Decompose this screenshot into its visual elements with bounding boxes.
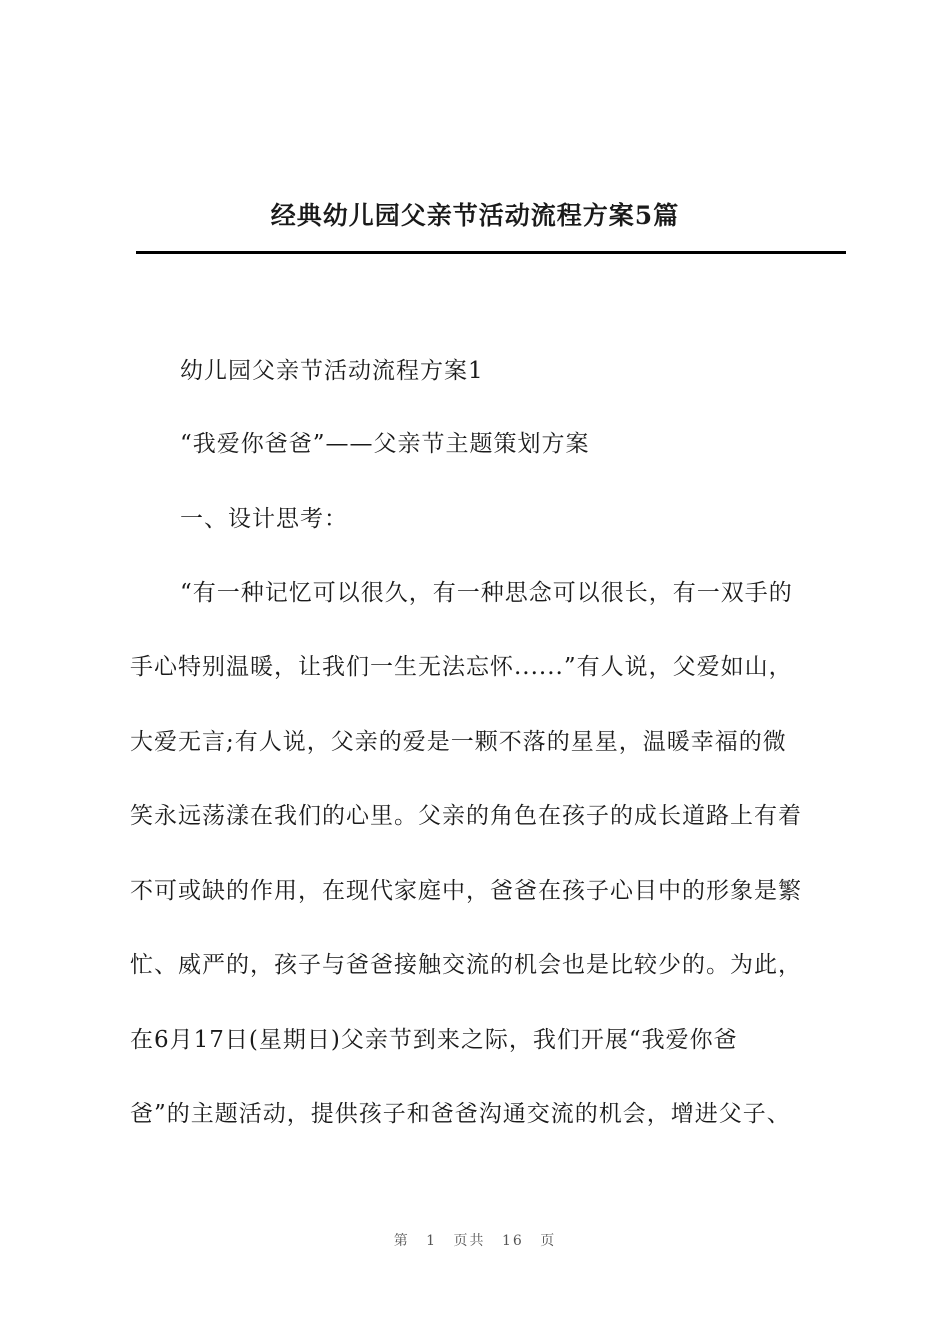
title-underline — [136, 251, 846, 254]
page-footer: 第 1 页共 16 页 — [393, 1233, 557, 1249]
paragraph-line: 爸”的主题活动，提供孩子和爸爸沟通交流的机会，增进父子、 — [130, 1101, 791, 1127]
part-heading: 一、设计思考： — [180, 506, 348, 532]
paragraph-line: 笑永远荡漾在我们的心里。父亲的角色在孩子的成长道路上有着 — [130, 803, 802, 829]
document-title: 经典幼儿园父亲节活动流程方案5篇 — [270, 201, 680, 230]
section-heading: 幼儿园父亲节活动流程方案1 — [180, 358, 484, 384]
subtitle: “我爱你爸爸”——父亲节主题策划方案 — [180, 431, 590, 457]
paragraph-line: “有一种记忆可以很久，有一种思念可以很长，有一双手的 — [180, 580, 793, 606]
paragraph-line: 大爱无言;有人说，父亲的爱是一颗不落的星星，温暖幸福的微 — [130, 729, 787, 755]
paragraph-line: 不可或缺的作用，在现代家庭中，爸爸在孩子心目中的形象是繁 — [130, 878, 802, 904]
paragraph-line: 手心特别温暖，让我们一生无法忘怀......”有人说，父爱如山， — [130, 654, 793, 680]
paragraph-line: 忙、威严的，孩子与爸爸接触交流的机会也是比较少的。为此， — [130, 952, 802, 978]
paragraph-line: 在6月17日(星期日)父亲节到来之际，我们开展“我爱你爸 — [130, 1027, 738, 1053]
